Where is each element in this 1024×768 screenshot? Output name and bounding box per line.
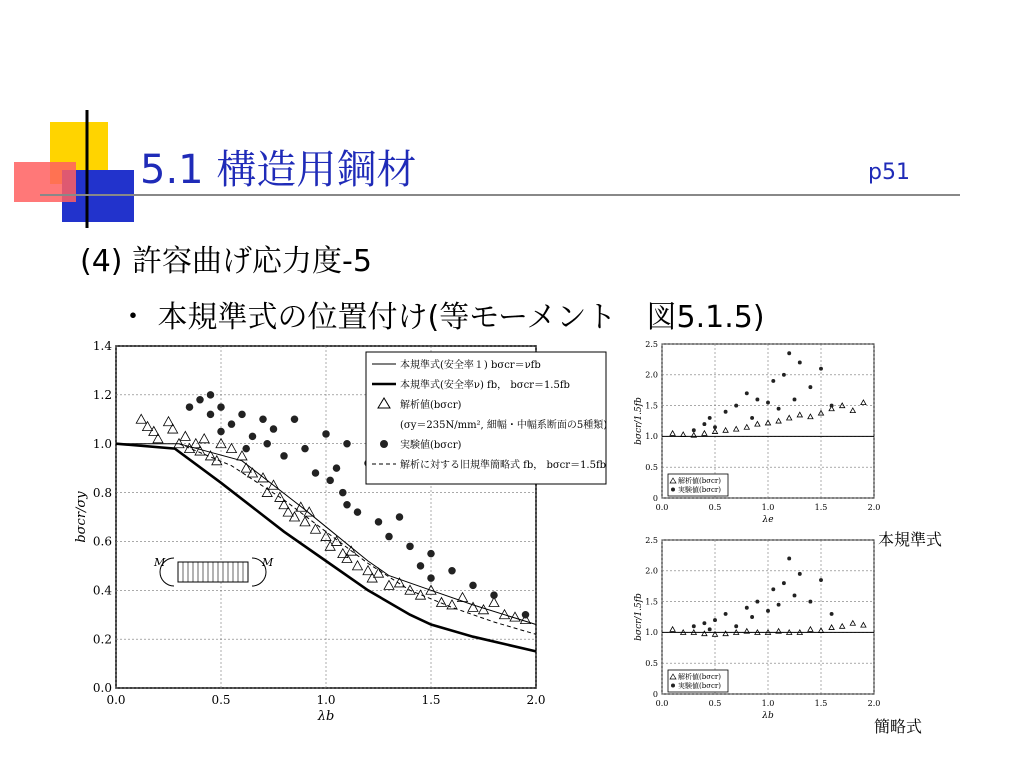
data-point-dot — [280, 452, 288, 460]
x-axis-label: λb — [762, 711, 774, 721]
data-point-dot — [343, 440, 351, 448]
data-point-dot — [787, 351, 791, 355]
x-tick-label: 0.0 — [106, 693, 126, 707]
data-point-dot — [798, 361, 802, 365]
bottom-right-chart — [618, 534, 880, 730]
y-axis-label: bσcr/σy — [73, 491, 89, 543]
data-point-dot — [406, 543, 414, 551]
data-point-dot — [702, 422, 706, 426]
y-tick-label: 1.5 — [645, 597, 658, 607]
inset-label-left: M — [154, 556, 166, 569]
x-tick-label: 1.5 — [421, 693, 441, 707]
data-point-dot — [396, 513, 404, 521]
y-tick-label: 0.5 — [645, 659, 658, 668]
data-point-dot — [713, 618, 717, 622]
data-point-dot — [490, 591, 498, 599]
x-tick-label: 1.0 — [761, 699, 775, 708]
y-tick-label: 1.0 — [645, 432, 658, 442]
data-point-dot — [782, 373, 786, 377]
data-point-dot — [291, 416, 299, 424]
data-point-dot — [322, 430, 330, 438]
data-point-dot — [417, 562, 425, 570]
data-point-dot — [798, 572, 802, 576]
legend-label: 解析値(bσcr) — [678, 673, 721, 681]
x-tick-label: 2.0 — [867, 699, 880, 708]
data-point-dot — [734, 624, 738, 628]
y-tick-label: 0.4 — [92, 583, 112, 598]
data-point-dot — [249, 433, 257, 441]
x-axis-label: λb — [317, 709, 335, 724]
y-tick-label: 0.6 — [92, 534, 112, 549]
main-chart — [40, 330, 620, 760]
x-tick-label: 0.5 — [211, 693, 231, 707]
data-point-dot — [777, 407, 781, 411]
legend-swatch — [380, 440, 388, 448]
y-axis-label: bσcr/1.5fb — [634, 593, 645, 641]
y-tick-label: 2.5 — [645, 535, 658, 545]
y-tick-label: 0.5 — [645, 463, 658, 472]
x-tick-label: 1.5 — [814, 699, 828, 708]
y-tick-label: 0.2 — [92, 632, 112, 647]
x-tick-label: 0.0 — [655, 503, 669, 512]
data-point-dot — [427, 550, 435, 558]
data-point-dot — [375, 518, 383, 526]
legend-swatch — [671, 488, 675, 492]
data-point-dot — [750, 416, 754, 420]
data-point-dot — [766, 401, 770, 405]
page-number: p51 — [868, 160, 910, 185]
y-axis-label: bσcr/1.5fb — [634, 397, 645, 445]
x-tick-label: 2.0 — [867, 503, 880, 512]
data-point-dot — [448, 567, 456, 575]
data-point-dot — [793, 593, 797, 597]
data-point-dot — [734, 404, 738, 408]
legend-label: 解析値(bσcr) — [400, 400, 462, 411]
data-point-dot — [771, 587, 775, 591]
data-point-dot — [808, 600, 812, 604]
section-heading: (4) 許容曲げ応力度-5 — [80, 244, 372, 279]
data-point-dot — [782, 581, 786, 585]
y-tick-label: 1.0 — [92, 436, 112, 451]
data-point-dot — [708, 627, 712, 631]
x-tick-label: 1.5 — [814, 503, 828, 512]
y-tick-label: 2.0 — [645, 566, 658, 576]
data-point-dot — [830, 612, 834, 616]
legend-label: 本規準式(安全率１) bσcr＝νfb — [400, 360, 541, 371]
legend-label: 本規準式(安全率ν) fb， bσcr＝1.5fb — [400, 380, 570, 391]
data-point-dot — [702, 621, 706, 625]
data-point-dot — [385, 533, 393, 541]
x-tick-label: 0.5 — [708, 503, 722, 512]
top-right-chart — [618, 338, 880, 528]
data-point-dot — [207, 391, 215, 399]
y-tick-label: 2.5 — [645, 339, 658, 349]
data-point-dot — [333, 464, 341, 472]
data-point-dot — [724, 612, 728, 616]
data-point-dot — [207, 411, 215, 419]
legend-label: 実験値(bσcr) — [678, 486, 721, 494]
data-point-dot — [312, 469, 320, 477]
data-point-dot — [259, 416, 267, 424]
data-point-dot — [242, 445, 250, 453]
data-point-dot — [692, 428, 696, 432]
data-point-dot — [745, 606, 749, 610]
x-tick-label: 0.0 — [655, 699, 669, 708]
y-tick-label: 1.4 — [92, 339, 112, 354]
y-tick-label: 0 — [652, 689, 658, 699]
legend-label: 解析に対する旧規準簡略式 fb， bσcr＝1.5fb — [400, 460, 607, 471]
data-point-dot — [777, 603, 781, 607]
data-point-dot — [787, 557, 791, 561]
y-tick-label: 1.2 — [92, 388, 112, 403]
data-point-dot — [196, 396, 204, 404]
data-point-dot — [270, 425, 278, 433]
data-point-dot — [819, 578, 823, 582]
data-point-dot — [745, 391, 749, 395]
data-point-dot — [793, 397, 797, 401]
data-point-dot — [326, 477, 334, 485]
data-point-dot — [750, 615, 754, 619]
data-point-dot — [766, 609, 770, 613]
x-tick-label: 0.5 — [708, 699, 722, 708]
data-point-dot — [713, 425, 717, 429]
data-point-dot — [755, 397, 759, 401]
data-point-dot — [186, 403, 194, 411]
data-point-dot — [708, 416, 712, 420]
legend-label: 実験値(bσcr) — [400, 440, 462, 451]
data-point-dot — [354, 508, 362, 515]
slide-title: 5.1 構造用鋼材 — [140, 147, 417, 193]
data-point-dot — [808, 385, 812, 389]
data-point-dot — [339, 489, 347, 497]
data-point-dot — [755, 600, 759, 604]
data-point-dot — [522, 611, 530, 619]
data-point-dot — [343, 501, 351, 509]
data-point-dot — [217, 428, 225, 436]
legend-label: 実験値(bσcr) — [678, 682, 721, 690]
data-point-dot — [771, 379, 775, 383]
data-point-dot — [469, 582, 477, 590]
data-point-dot — [427, 574, 435, 582]
y-tick-label: 1.0 — [645, 628, 658, 638]
data-point-dot — [830, 404, 834, 408]
data-point-dot — [238, 411, 246, 419]
x-tick-label: 1.0 — [761, 503, 775, 512]
data-point-dot — [819, 367, 823, 371]
data-point-dot — [228, 420, 236, 428]
caption-bottom-right: 簡略式 — [874, 717, 923, 736]
data-point-dot — [692, 624, 696, 628]
data-point-dot — [301, 445, 309, 453]
y-tick-label: 0.8 — [92, 485, 112, 500]
y-tick-label: 2.0 — [645, 370, 658, 380]
legend-swatch — [671, 684, 675, 688]
legend-label: (σy＝235N/mm², 細幅・中幅系断面の5種類) — [400, 420, 608, 431]
y-tick-label: 0 — [652, 493, 658, 503]
y-tick-label: 1.5 — [645, 401, 658, 411]
bullet-item: ・ 本規準式の位置付け(等モーメント 図5.1.5) — [118, 300, 765, 335]
caption-top-right: 本規準式 — [878, 530, 943, 549]
data-point-dot — [724, 410, 728, 414]
data-point-dot — [217, 403, 225, 411]
x-tick-label: 1.0 — [316, 693, 336, 707]
inset-label-right: M — [262, 556, 274, 569]
x-tick-label: 2.0 — [526, 693, 546, 707]
data-point-dot — [263, 440, 271, 448]
y-tick-label: 0.0 — [92, 681, 112, 696]
legend-label: 解析値(bσcr) — [678, 477, 721, 485]
x-axis-label: λe — [762, 515, 774, 525]
